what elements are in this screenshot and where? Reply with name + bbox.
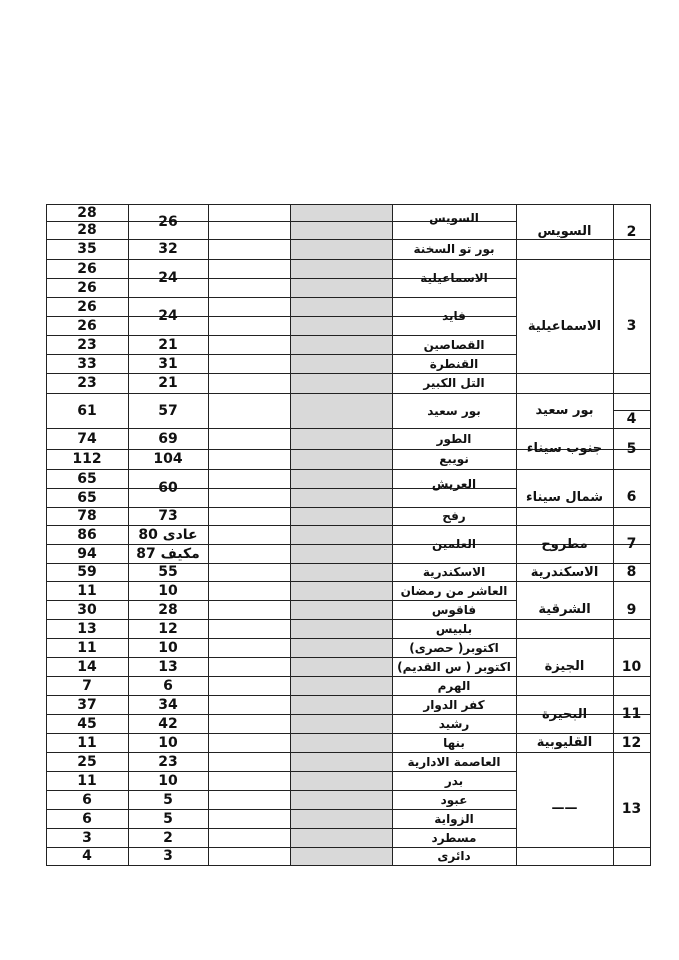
cell-p: 80 عادى (138, 526, 198, 543)
cell-p: 23 (158, 753, 178, 770)
row-line (290, 600, 393, 601)
row-line (208, 428, 291, 429)
cell-v: 6 (82, 810, 92, 827)
row-line (290, 714, 393, 715)
cell-idx: 12 (621, 734, 642, 751)
merged-cell-city: الاسماعيلية (420, 271, 488, 285)
merged-cell-gov: الجيزة (544, 659, 585, 674)
cell-p: 10 (158, 639, 178, 656)
cell-p: 3 (163, 848, 173, 864)
row-line (290, 335, 393, 336)
merged-cell-gov: —— (551, 801, 578, 816)
merged-cell-v: 61 (77, 402, 97, 419)
row-line (290, 393, 393, 394)
row-line (290, 676, 393, 677)
merged-cell-gov: الشرقية (538, 602, 591, 617)
shaded-column (290, 204, 392, 865)
row-line (290, 563, 393, 564)
cell-v: 3 (82, 829, 92, 846)
cell-city: القصاصين (423, 337, 485, 352)
row-line (208, 600, 291, 601)
row-line (290, 239, 393, 240)
cell-v: 94 (77, 545, 97, 562)
cell-p: 31 (158, 355, 178, 372)
cell-v: 11 (77, 582, 97, 599)
merged-cell-city: بور سعيد (427, 403, 481, 418)
row-line (208, 657, 291, 658)
row-line (290, 221, 393, 222)
merged-cell-gov: مطروح (541, 536, 588, 552)
cell-p: 69 (158, 430, 178, 447)
row-line (290, 865, 393, 866)
cell-p: 73 (158, 508, 178, 524)
row-line (208, 278, 291, 279)
merged-cell-gov: شمال سيناء (525, 489, 604, 505)
merged-cell-idx: 6 (626, 489, 637, 505)
cell-v: 13 (77, 620, 97, 637)
cell-city: رشيد (438, 716, 470, 731)
cell-city: اكتوبر ( س القديم) (397, 659, 511, 674)
cell-p: 42 (158, 715, 178, 732)
row-line (208, 316, 291, 317)
cell-city: رفح (442, 509, 466, 523)
cell-v: 23 (77, 375, 97, 391)
row-line (208, 259, 291, 260)
cell-v: 65 (77, 489, 97, 506)
cell-p: 10 (158, 582, 178, 599)
cell-v: 59 (77, 564, 97, 580)
cell-city: التل الكبير (423, 376, 485, 390)
row-line (290, 619, 393, 620)
merged-cell-p: 24 (158, 308, 178, 324)
row-line (208, 714, 291, 715)
cell-v: 28 (77, 222, 97, 238)
cell-city: بدر (444, 773, 464, 788)
merged-cell-p: 57 (158, 402, 178, 419)
cell-v: 25 (77, 753, 97, 770)
row-line (208, 790, 291, 791)
row-line (290, 204, 393, 205)
merged-cell-idx: 9 (626, 601, 637, 618)
cell-p: 21 (158, 336, 178, 353)
row-line (208, 847, 291, 848)
cell-v: 35 (77, 241, 97, 257)
row-line (290, 316, 393, 317)
cell-v: 65 (77, 470, 97, 487)
cell-city: بلبيس (435, 621, 473, 636)
cell-city: القنطرة (429, 356, 479, 371)
cell-v: 26 (77, 317, 97, 334)
row-line (290, 790, 393, 791)
cell-v: 86 (77, 526, 97, 543)
cell-v: 78 (77, 508, 97, 524)
cell-v: 4 (82, 848, 92, 864)
row-line (208, 335, 291, 336)
row-line (208, 619, 291, 620)
row-line (208, 525, 291, 526)
row-line (208, 752, 291, 753)
cell-p: 21 (158, 375, 178, 391)
merged-cell-city: فايد (442, 309, 466, 323)
row-line (290, 259, 393, 260)
cell-p: 28 (158, 601, 178, 618)
cell-v: 11 (77, 772, 97, 789)
cell-v: 33 (77, 355, 97, 372)
row-line (290, 695, 393, 696)
merged-cell-gov: جنوب سيناء (526, 441, 603, 456)
cell-v: 26 (77, 298, 97, 315)
cell-p: 6 (163, 677, 173, 694)
row-line (208, 733, 291, 734)
cell-v: 7 (82, 677, 92, 694)
row-line (208, 239, 291, 240)
row-line (208, 809, 291, 810)
cell-city: بور تو السخنة (413, 242, 495, 256)
cell-city: فاقوس (431, 602, 477, 617)
cell-city: العاشر من رمضان (400, 583, 508, 598)
merged-cell-idx: 2 (626, 223, 637, 240)
row-line (208, 204, 291, 205)
merged-cell-idx: 11 (621, 706, 642, 722)
row-line (208, 771, 291, 772)
row-line (208, 544, 291, 545)
cell-p: 34 (158, 696, 178, 713)
cell-v: 45 (77, 715, 97, 732)
row-line (290, 771, 393, 772)
row-line (290, 297, 393, 298)
cell-v: 23 (77, 336, 97, 353)
row-line (208, 393, 291, 394)
merged-cell-idx: 4 (626, 411, 637, 427)
row-line (290, 278, 393, 279)
merged-cell-gov: الاسماعيلية (527, 318, 602, 334)
row-line (290, 507, 393, 508)
row-line (208, 297, 291, 298)
row-line (208, 507, 291, 508)
row-line (208, 563, 291, 564)
cell-city: عبود (440, 792, 468, 807)
cell-city: الزواية (434, 811, 474, 826)
row-line (290, 638, 393, 639)
row-line (290, 752, 393, 753)
merged-cell-p: 60 (158, 480, 178, 496)
merged-cell-city: العريش (431, 477, 477, 491)
merged-cell-idx: 10 (621, 658, 642, 675)
cell-p: 104 (153, 451, 183, 467)
merged-cell-p: 26 (158, 213, 178, 230)
row-line (208, 354, 291, 355)
cell-v: 74 (77, 430, 97, 447)
merged-cell-gov: البحيرة (541, 706, 588, 722)
row-line (208, 865, 291, 866)
cell-city: الهرم (437, 678, 471, 693)
cell-city: مسطرد (431, 830, 477, 845)
merged-cell-gov: السويس (537, 224, 592, 239)
cell-v: 11 (77, 639, 97, 656)
row-line (290, 488, 393, 489)
cell-v: 30 (77, 601, 97, 618)
cell-gov: القليوبية (536, 735, 593, 750)
cell-p: 12 (158, 620, 178, 637)
cell-v: 37 (77, 696, 97, 713)
cell-v: 26 (77, 279, 97, 296)
row-line (290, 373, 393, 374)
row-line (290, 428, 393, 429)
row-line (208, 469, 291, 470)
row-line (290, 809, 393, 810)
cell-v: 28 (77, 204, 97, 221)
row-line (208, 695, 291, 696)
cell-city: الاسكندرية (422, 565, 486, 579)
merged-cell-idx: 3 (626, 318, 637, 334)
row-line (208, 638, 291, 639)
row-line (208, 676, 291, 677)
row-line (290, 354, 393, 355)
cell-p: 5 (163, 810, 173, 827)
row-line (290, 828, 393, 829)
cell-v: 6 (82, 791, 92, 808)
row-line (290, 581, 393, 582)
row-line (290, 847, 393, 848)
cell-p: 2 (163, 829, 173, 846)
row-line (290, 733, 393, 734)
cell-city: نويبع (439, 452, 469, 466)
merged-cell-city: السويس (429, 210, 479, 225)
cell-v: 11 (77, 734, 97, 751)
merged-cell-idx: 7 (626, 536, 637, 552)
cell-v: 14 (77, 658, 97, 675)
row-line (290, 469, 393, 470)
merged-cell-p: 24 (158, 270, 178, 286)
cell-idx: 8 (626, 564, 637, 580)
cell-gov: الاسكندرية (530, 564, 599, 580)
cell-city: بنها (443, 735, 465, 750)
cell-city: العاصمة الادارية (407, 754, 501, 769)
cell-city: الطور (436, 431, 472, 446)
cell-v: 26 (77, 260, 97, 277)
cell-p: 32 (158, 241, 178, 257)
column-line (290, 204, 291, 865)
row-line (208, 449, 291, 450)
cell-p: 5 (163, 791, 173, 808)
row-line (208, 581, 291, 582)
cell-city: دائرى (437, 849, 471, 863)
row-line (208, 488, 291, 489)
row-line (208, 221, 291, 222)
row-line (290, 449, 393, 450)
cell-city: اكتوبر( حصرى) (409, 640, 499, 655)
cell-v: 112 (72, 451, 102, 467)
merged-cell-idx: 5 (626, 440, 637, 457)
row-line (290, 544, 393, 545)
cell-p: 87 مكيف (136, 545, 200, 562)
cell-p: 10 (158, 734, 178, 751)
cell-p: 13 (158, 658, 178, 675)
row-line (290, 525, 393, 526)
cell-p: 55 (158, 564, 178, 580)
merged-cell-gov: بور سعيد (535, 403, 594, 418)
row-line (290, 657, 393, 658)
merged-cell-idx: 13 (621, 800, 642, 817)
merged-cell-city: العلمين (431, 537, 477, 551)
cell-city: كفر الدوار (423, 697, 485, 712)
row-line (208, 373, 291, 374)
cell-p: 10 (158, 772, 178, 789)
row-line (208, 828, 291, 829)
